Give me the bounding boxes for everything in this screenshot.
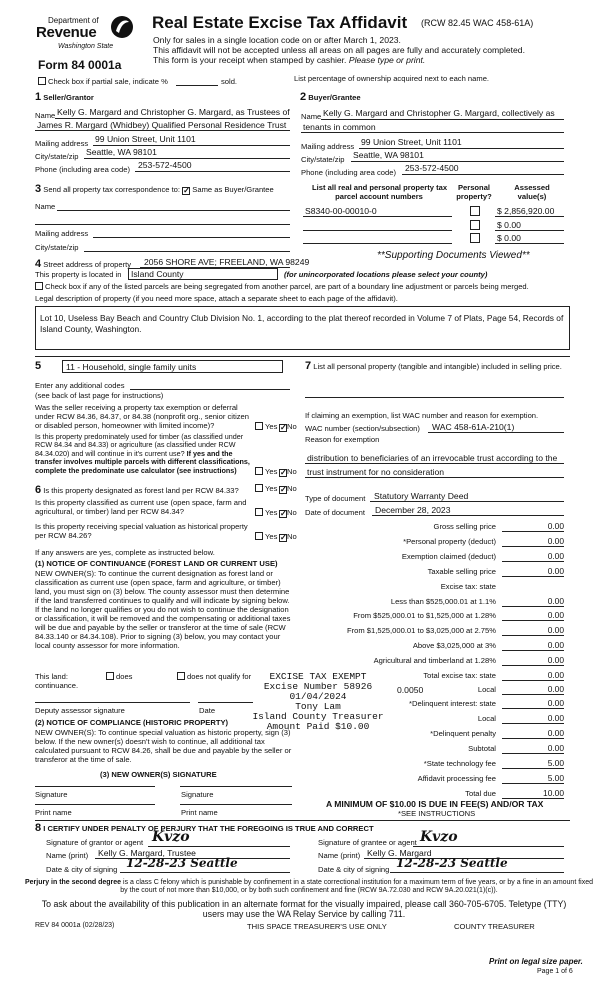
parcel-row-2-line[interactable] bbox=[303, 230, 452, 231]
grantor-sig-label: Signature of grantor or agent bbox=[46, 838, 144, 847]
buyer-city-label: City/state/zip bbox=[301, 155, 345, 164]
seller-name-label: Name bbox=[35, 111, 56, 120]
partial-pct-field[interactable] bbox=[176, 85, 218, 86]
parcel-header-3a: Assessed bbox=[514, 183, 550, 192]
minimum-note: A MINIMUM OF $10.00 IS DUE IN FEE(S) AND/OR TAX bbox=[326, 799, 544, 809]
section-2-title: Buyer/Grantee bbox=[308, 93, 361, 102]
calc-label: Agricultural and timberland at 1.28% bbox=[373, 656, 496, 665]
segregate-checkbox[interactable] bbox=[35, 282, 43, 290]
rev-number: REV 84 0001a (02/28/23) bbox=[35, 922, 115, 929]
doctype-label: Type of document bbox=[305, 494, 366, 503]
calc-value[interactable]: 0.00 bbox=[502, 625, 564, 636]
parcel-header-2a: Personal bbox=[457, 183, 491, 192]
if-any-yes-note: If any answers are yes, complete as instructed below. bbox=[35, 548, 215, 557]
section-7-text: List all personal property (tangible and intangible) included in selling price. bbox=[313, 362, 562, 371]
personal-property-line[interactable] bbox=[305, 397, 564, 398]
section-3-row bbox=[35, 183, 274, 196]
timber-no bbox=[279, 467, 297, 477]
legal-paper-note: Print on legal size paper. bbox=[489, 957, 583, 966]
new-owner-print-2-line[interactable] bbox=[180, 804, 292, 805]
seller-mail-value[interactable]: 99 Union Street, Unit 1101 bbox=[95, 134, 196, 144]
calc-label: Total due bbox=[465, 789, 496, 798]
grantor-date-label: Date & city of signing bbox=[46, 865, 118, 874]
notice-2-title: (2) NOTICE OF COMPLIANCE (HISTORIC PROPERTY) bbox=[35, 718, 229, 727]
section-3-label: Send all property tax correspondence to: bbox=[43, 185, 181, 194]
same-as-buyer-label: Same as Buyer/Grantee bbox=[192, 185, 274, 194]
calc-value[interactable]: 5.00 bbox=[502, 773, 564, 784]
grantee-sig-label: Signature of grantee or agent bbox=[318, 838, 417, 847]
new-owner-print-1-line[interactable] bbox=[35, 804, 155, 805]
new-owner-sig-2-line[interactable] bbox=[180, 786, 292, 787]
seller-name-line bbox=[55, 118, 290, 119]
form-number: Form 84 0001a bbox=[38, 58, 122, 72]
timber-yes-checkbox[interactable] bbox=[255, 467, 263, 475]
forest-yes bbox=[255, 484, 277, 493]
new-owner-print-1-label: Print name bbox=[35, 808, 72, 817]
perjury-text: is a class C felony which is punishable by confinement in a state correctional institution for a maximum term of five years, or by a fine in an amount fixed by the court of not more than $10,000, or by both such confinement and fine (RCW 9A.72.030 and RCW 9A.20.021(1)(c)). bbox=[120, 879, 594, 895]
partial-sale-label: Check box if partial sale, indicate % bbox=[48, 77, 168, 86]
parcel-row-2-personal-checkbox[interactable] bbox=[470, 220, 480, 230]
parcel-row-2-value-line bbox=[495, 230, 564, 231]
calc-label: *State technology fee bbox=[423, 759, 496, 768]
new-owner-sig-2-label: Signature bbox=[181, 790, 214, 799]
corr-name-label: Name bbox=[35, 202, 56, 211]
buyer-city-value[interactable]: Seattle, WA 98101 bbox=[353, 150, 424, 160]
historic-yes-checkbox[interactable] bbox=[255, 532, 263, 540]
county-note: (for unincorporated locations please select your county) bbox=[284, 270, 488, 279]
land-does-label: does bbox=[116, 672, 133, 681]
parcel-row-1-personal-checkbox[interactable] bbox=[470, 206, 480, 216]
treasurer-stamp bbox=[248, 672, 388, 732]
wac-number-line bbox=[428, 432, 564, 433]
grantor-date-line bbox=[120, 872, 290, 873]
section-5-num: 5 bbox=[35, 360, 42, 372]
buyer-phone-label: Phone (including area code) bbox=[301, 168, 396, 177]
seller-city-line bbox=[84, 158, 290, 159]
calc-value[interactable]: 0.00 bbox=[502, 521, 564, 532]
parcel-row-3-value[interactable]: $ 0.00 bbox=[497, 233, 521, 243]
stamp-line-2: Excise Number 58926 bbox=[263, 680, 373, 692]
county-select[interactable]: Island County bbox=[128, 268, 278, 280]
reason-line-2 bbox=[305, 477, 564, 478]
buyer-name-line-2 bbox=[301, 132, 564, 133]
seller-city-value[interactable]: Seattle, WA 98101 bbox=[86, 147, 157, 157]
buyer-phone-value[interactable]: 253-572-4500 bbox=[405, 163, 459, 173]
forest-no bbox=[279, 484, 297, 494]
deputy-date-line[interactable] bbox=[198, 702, 253, 703]
calc-value[interactable]: 0.00 bbox=[502, 536, 564, 547]
reason-line-1 bbox=[305, 463, 564, 464]
notice-1-title: (1) NOTICE OF CONTINUANCE (FOREST LAND OR CURRENT USE) bbox=[35, 559, 278, 568]
wa-swoosh-icon bbox=[110, 14, 134, 40]
segregate-label: Check box if any of the listed parcels are being segregated from another parcel, are part of a boundary line adjustment or parcels being merged. bbox=[45, 282, 529, 291]
partial-sold-label: sold. bbox=[221, 77, 238, 86]
calc-value[interactable]: 0.00 bbox=[502, 743, 564, 754]
parcel-row-1-number[interactable]: S8340-00-00010-0 bbox=[305, 206, 377, 216]
exemption-yes-checkbox[interactable] bbox=[255, 422, 263, 430]
corr-name-line[interactable] bbox=[57, 210, 290, 211]
current-use-no bbox=[279, 508, 297, 518]
historic-no-checkbox[interactable]: ✓ bbox=[280, 533, 287, 542]
current-use-yes-label: Yes bbox=[265, 508, 278, 517]
corr-city-label: City/state/zip bbox=[35, 243, 79, 252]
current-use-question: Is this property classified as current use (open space, farm and agricultural, or timber) land per RCW 84.34? bbox=[35, 498, 247, 516]
calc-label: Less than $525,000.01 at 1.1% bbox=[390, 597, 496, 606]
corr-mail-label: Mailing address bbox=[35, 229, 89, 238]
current-use-yes-checkbox[interactable] bbox=[255, 508, 263, 516]
exemption-wac-note: If claiming an exemption, list WAC number and reason for exemption. bbox=[305, 411, 539, 420]
buyer-city-line bbox=[351, 161, 564, 162]
exemption-question: Was the seller receiving a property tax exemption or deferral under RCW 84.36, 84.37, or 84.38 (nonprofit org., senior citizen or disabled person, homeowner with limited income)? bbox=[35, 403, 250, 430]
divider-section-8 bbox=[35, 820, 570, 821]
perjury-bold: Perjury in the second degree bbox=[24, 879, 122, 886]
exemption-yes-label: Yes bbox=[265, 422, 278, 431]
reason-value[interactable]: distribution to beneficiaries of an irrevocable trust according to the trust instrument for no consideration bbox=[307, 453, 558, 478]
corr-city-line[interactable] bbox=[84, 251, 290, 252]
stamp-line-4: Tony Lam bbox=[295, 700, 341, 712]
alt-format-note: To ask about the availability of this publication in an alternate format for the visually impaired, please call 360-705-6705. Teletype (TTY) users may use the WA Relay Service by calling 711. bbox=[41, 899, 567, 920]
forest-no-checkbox[interactable]: ✓ bbox=[280, 485, 287, 494]
seller-phone-value[interactable]: 253-572-4500 bbox=[138, 160, 192, 170]
supporting-docs-note: **Supporting Documents Viewed** bbox=[377, 250, 530, 261]
parcel-row-3-line[interactable] bbox=[303, 243, 452, 244]
grantee-date-label: Date & city of signing bbox=[318, 865, 390, 874]
calc-label: *Personal property (deduct) bbox=[403, 537, 496, 546]
seller-phone-line bbox=[135, 171, 290, 172]
calc-label: Excise tax: state bbox=[440, 582, 496, 591]
see-instructions-note: *SEE INSTRUCTIONS bbox=[398, 809, 476, 818]
section-7-num: 7 bbox=[305, 360, 312, 372]
forest-no-label: No bbox=[287, 484, 297, 493]
buyer-name-line bbox=[321, 119, 564, 120]
parcel-header-1a: List all real and personal property tax bbox=[312, 183, 448, 192]
timber-yes-label: Yes bbox=[265, 467, 278, 476]
seller-mail-label: Mailing address bbox=[35, 139, 89, 148]
section-2-num: 2 bbox=[300, 91, 307, 103]
grantee-sig-line bbox=[413, 846, 564, 847]
land-does-not-checkbox[interactable] bbox=[177, 672, 185, 680]
calc-label: Subtotal bbox=[468, 744, 496, 753]
deputy-signature-line[interactable] bbox=[35, 702, 190, 703]
timber-no-label: No bbox=[287, 467, 297, 476]
exemption-no-label: No bbox=[287, 422, 297, 431]
parcel-header-3 bbox=[504, 183, 560, 201]
legal-desc-field[interactable] bbox=[35, 306, 570, 350]
grantor-date-value[interactable]: 12-28-23 Seattle bbox=[126, 856, 238, 870]
header-note-3: This form is your receipt when stamped by cashier. Please type or print. bbox=[153, 55, 426, 65]
header-note-2: This affidavit will not be accepted unless all areas on all pages are fully and accurately completed. bbox=[153, 45, 525, 55]
land-does bbox=[106, 672, 132, 681]
street-value[interactable]: 2056 SHORE AVE; FREELAND, WA 98249 bbox=[144, 257, 310, 267]
header-note-3b: Please type or print. bbox=[348, 55, 426, 65]
dor-logo bbox=[36, 14, 136, 58]
stamp-line-1: EXCISE TAX EXEMPT bbox=[269, 671, 367, 682]
divider-section-5 bbox=[35, 356, 570, 357]
dept-line3: Washington State bbox=[58, 43, 114, 50]
wac-number-label: WAC number (section/subsection) bbox=[305, 424, 420, 433]
land-use-code-select[interactable]: 11 - Household, single family units bbox=[62, 360, 283, 373]
continuance-label: continuance. bbox=[35, 681, 79, 690]
buyer-name-value-2[interactable]: tenants in common bbox=[303, 122, 376, 132]
section-1-title: Seller/Grantor bbox=[43, 93, 94, 102]
parcel-row-3-value-line bbox=[495, 243, 564, 244]
calc-value[interactable]: 5.00 bbox=[502, 758, 564, 769]
parcel-row-1-line bbox=[303, 216, 452, 217]
section-1-num: 1 bbox=[35, 91, 42, 103]
seller-name-line-2 bbox=[35, 130, 290, 131]
section-7-label bbox=[305, 360, 570, 374]
buyer-phone-line bbox=[402, 174, 564, 175]
forest-yes-label: Yes bbox=[265, 484, 278, 493]
corr-name-line-2[interactable] bbox=[35, 224, 290, 225]
grantor-name-value[interactable]: Kelly G. Margard, Trustee bbox=[98, 848, 196, 858]
section-8-heading bbox=[35, 822, 374, 835]
timber-yes bbox=[255, 467, 277, 476]
exemption-no-checkbox[interactable]: ✓ bbox=[280, 423, 287, 432]
segregate-row bbox=[35, 282, 529, 291]
notice-3-title: (3) NEW OWNER(S) SIGNATURE bbox=[100, 770, 217, 779]
buyer-name-value[interactable]: Kelly G. Margard and Christopher G. Margard, collectively as bbox=[323, 108, 555, 118]
grantor-sig-line bbox=[148, 846, 290, 847]
docdate-line bbox=[372, 515, 564, 516]
new-owner-sig-1-label: Signature bbox=[35, 790, 68, 799]
additional-codes-label: Enter any additional codes bbox=[35, 381, 125, 390]
historic-yes bbox=[255, 532, 277, 541]
calc-label: From $525,000.01 to $1,525,000 at 1.28% bbox=[353, 611, 496, 620]
calc-label: Above $3,025,000 at 3% bbox=[412, 641, 496, 650]
county-treasurer-label: COUNTY TREASURER bbox=[454, 922, 535, 931]
wac-number-value[interactable]: WAC 458-61A-210(1) bbox=[432, 422, 515, 432]
deputy-signature-label: Deputy assessor signature bbox=[35, 706, 125, 715]
buyer-mail-label: Mailing address bbox=[301, 142, 355, 151]
section-8-title: I CERTIFY UNDER PENALTY OF PERJURY THAT THE FOREGOING IS TRUE AND CORRECT bbox=[43, 824, 374, 833]
parcel-row-1-value-line bbox=[495, 216, 564, 217]
calc-label: Local bbox=[477, 685, 496, 694]
form-title: Real Estate Excise Tax Affidavit bbox=[152, 13, 408, 32]
parcel-header-2b: property? bbox=[456, 192, 492, 202]
this-land-label: This land: bbox=[35, 672, 68, 681]
deputy-date-label: Date bbox=[199, 706, 216, 715]
page-number: Page 1 of 6 bbox=[537, 968, 573, 975]
see-back-note: (see back of last page for instructions) bbox=[35, 391, 164, 400]
street-label: Street address of property bbox=[43, 260, 132, 269]
legal-desc-label: Legal description of property (if you need more space, attach a separate sheet to each page of the affidavit). bbox=[35, 294, 398, 303]
located-label: This property is located in bbox=[35, 270, 122, 279]
current-use-no-checkbox[interactable]: ✓ bbox=[280, 509, 287, 518]
treasurer-use-label: THIS SPACE TREASURER'S USE ONLY bbox=[247, 922, 387, 931]
calc-value[interactable]: 0.00 bbox=[502, 684, 564, 695]
calc-value[interactable]: 0.00 bbox=[502, 728, 564, 739]
timber-question-text: Is this property predominately used for timber (as classified under RCW 84.34 and 84.33) or agriculture (as classified under RCW 84.34.020) and will continue in it's current use? bbox=[35, 432, 244, 458]
calc-value[interactable]: 0.00 bbox=[502, 551, 564, 562]
calc-label: *Delinquent penalty bbox=[430, 729, 496, 738]
timber-question-bold: If yes and the transfer involves multiple parcels with different classifications, complete the predominate use calculator (see instructions) bbox=[35, 448, 250, 475]
docdate-value[interactable]: December 28, 2023 bbox=[375, 505, 451, 515]
land-does-not bbox=[177, 672, 251, 681]
partial-sale-checkbox[interactable] bbox=[38, 77, 46, 85]
historic-no-label: No bbox=[287, 532, 297, 541]
calc-label: Gross selling price bbox=[433, 522, 496, 531]
form-statute: (RCW 82.45 WAC 458-61A) bbox=[421, 18, 534, 28]
calc-label: Local bbox=[477, 714, 496, 723]
parcel-header-3b: value(s) bbox=[517, 192, 547, 202]
additional-codes-field[interactable] bbox=[130, 389, 290, 390]
buyer-name-label: Name bbox=[301, 112, 322, 121]
local-rate[interactable]: 0.0050 bbox=[397, 685, 424, 695]
stamp-line-3: 01/04/2024 bbox=[289, 690, 347, 702]
forest-question bbox=[35, 484, 239, 497]
header-note-1: Only for sales in a single location code on or after March 1, 2023. bbox=[153, 35, 401, 45]
seller-city-label: City/state/zip bbox=[35, 152, 79, 161]
calc-value[interactable]: 0.00 bbox=[502, 610, 564, 621]
doctype-value[interactable]: Statutory Warranty Deed bbox=[374, 491, 469, 501]
partial-sale-row bbox=[38, 77, 168, 86]
forest-question-text: Is this property designated as forest land per RCW 84.33? bbox=[43, 486, 239, 495]
calc-value[interactable]: 10.00 bbox=[502, 788, 564, 799]
forest-yes-checkbox[interactable] bbox=[255, 484, 263, 492]
parcel-row-2-value[interactable]: $ 0.00 bbox=[497, 220, 521, 230]
new-owner-print-2-label: Print name bbox=[181, 808, 218, 817]
calc-label: From $1,525,000.01 to $3,025,000 at 2.75% bbox=[346, 626, 496, 635]
current-use-no-label: No bbox=[287, 508, 297, 517]
grantee-date-line bbox=[390, 872, 564, 873]
grantor-signature[interactable]: Kvzo bbox=[152, 829, 190, 845]
calc-value[interactable]: 0.00 bbox=[502, 698, 564, 709]
calc-value[interactable]: 0.00 bbox=[502, 713, 564, 724]
section-4-num: 4 bbox=[35, 258, 42, 270]
grantee-name-label: Name (print) bbox=[318, 851, 361, 860]
historic-no bbox=[279, 532, 297, 542]
legal-desc-text: Lot 10, Useless Bay Beach and Country Club Division No. 1, according to the plat thereof recorded in Volume 7 of Plats, Page 54, Records of Island County, Washington. bbox=[40, 313, 564, 335]
same-as-buyer-checkbox[interactable]: ✓ bbox=[183, 186, 190, 195]
timber-question bbox=[35, 433, 257, 475]
calc-value[interactable]: 0.00 bbox=[502, 566, 564, 577]
buyer-mail-value[interactable]: 99 Union Street, Unit 1101 bbox=[361, 137, 462, 147]
calc-value[interactable]: 0.00 bbox=[502, 640, 564, 651]
stamp-line-5: Island County Treasurer bbox=[252, 710, 384, 722]
parcel-header-2 bbox=[452, 183, 496, 201]
dept-line1: Department of bbox=[48, 16, 99, 25]
dept-line2: Revenue bbox=[36, 24, 97, 41]
calc-label: Total excise tax: state bbox=[423, 671, 496, 680]
section-8-num: 8 bbox=[35, 822, 42, 834]
seller-phone-label: Phone (including area code) bbox=[35, 165, 130, 174]
exemption-yes bbox=[255, 422, 277, 431]
grantor-name-label: Name (print) bbox=[46, 851, 89, 860]
parcel-row-3-personal-checkbox[interactable] bbox=[470, 233, 480, 243]
perjury-note bbox=[24, 879, 594, 896]
calc-label: *Delinquent interest: state bbox=[409, 699, 496, 708]
parcel-row-1-value[interactable]: $ 2,856,920.00 bbox=[497, 206, 555, 216]
section-3-num: 3 bbox=[35, 183, 42, 195]
reason-label: Reason for exemption bbox=[305, 435, 380, 444]
notice-1-text: NEW OWNER(S): To continue the current designation as forest land or classification as current use (open space, farm and agriculture, or timber) land, you must sign on (3) below. The county assessor must then determine if the land transferred continues to qualify and will indicate by signing below. If the land no longer qualifies or you do not wish to continue the designation or classification, it will be removed and the compensating or additional taxes will be due and payable by the seller or transferor at the time of sale (RCW 84.33.140 or 84.34.108). Prior to signing (3) below, you may contact your local county assessor for more information. bbox=[35, 569, 291, 651]
grantee-name-value[interactable]: Kelly G. Margard bbox=[367, 848, 432, 858]
calc-value[interactable]: 0.00 bbox=[502, 596, 564, 607]
calc-value[interactable]: 0.00 bbox=[502, 655, 564, 666]
section-6-num: 6 bbox=[35, 484, 42, 496]
section-1-heading bbox=[35, 91, 94, 104]
seller-name-value[interactable]: Kelly G. Margard and Christopher G. Margard, as Trustees of bbox=[57, 107, 290, 117]
doctype-line bbox=[370, 501, 564, 502]
seller-name-value-2[interactable]: James R. Margard (Whidbey) Qualified Personal Residence Trust bbox=[37, 120, 287, 130]
new-owner-sig-1-line[interactable] bbox=[35, 786, 155, 787]
land-does-checkbox[interactable] bbox=[106, 672, 114, 680]
current-use-yes bbox=[255, 508, 277, 517]
historic-yes-label: Yes bbox=[265, 532, 278, 541]
calc-label: Taxable selling price bbox=[427, 567, 496, 576]
exemption-no bbox=[279, 422, 297, 432]
calc-value[interactable]: 0.00 bbox=[502, 670, 564, 681]
calc-label: Exemption claimed (deduct) bbox=[401, 552, 496, 561]
buyer-mail-line bbox=[359, 148, 564, 149]
historic-question: Is this property receiving special valuation as historical property per RCW 84.26? bbox=[35, 522, 248, 540]
calc-label: Affidavit processing fee bbox=[417, 774, 496, 783]
timber-no-checkbox[interactable]: ✓ bbox=[280, 468, 287, 477]
seller-mail-line bbox=[93, 145, 290, 146]
parcel-header-1 bbox=[312, 183, 446, 201]
parcel-header-1b: parcel account numbers bbox=[335, 192, 423, 202]
notice-2-text: NEW OWNER(S): To continue special valuation as historic property, sign (3) below. If the new owner(s) doesn't wish to continue, all additional tax calculated pursuant to RCW 84.26, shall be due and payable by the seller or transferor at the time of sale. bbox=[35, 728, 292, 765]
grantee-date-value[interactable]: 12-28-23 Seattle bbox=[396, 856, 508, 870]
section-2-heading bbox=[300, 91, 361, 104]
stamp-line-6: Amount Paid $10.00 bbox=[266, 720, 370, 732]
land-does-not-label: does not qualify for bbox=[187, 672, 252, 681]
corr-mail-line[interactable] bbox=[93, 237, 290, 238]
docdate-label: Date of document bbox=[305, 508, 365, 517]
grantee-signature[interactable]: Kvzo bbox=[420, 829, 458, 845]
list-pct-note: List percentage of ownership acquired next to each name. bbox=[294, 74, 490, 83]
